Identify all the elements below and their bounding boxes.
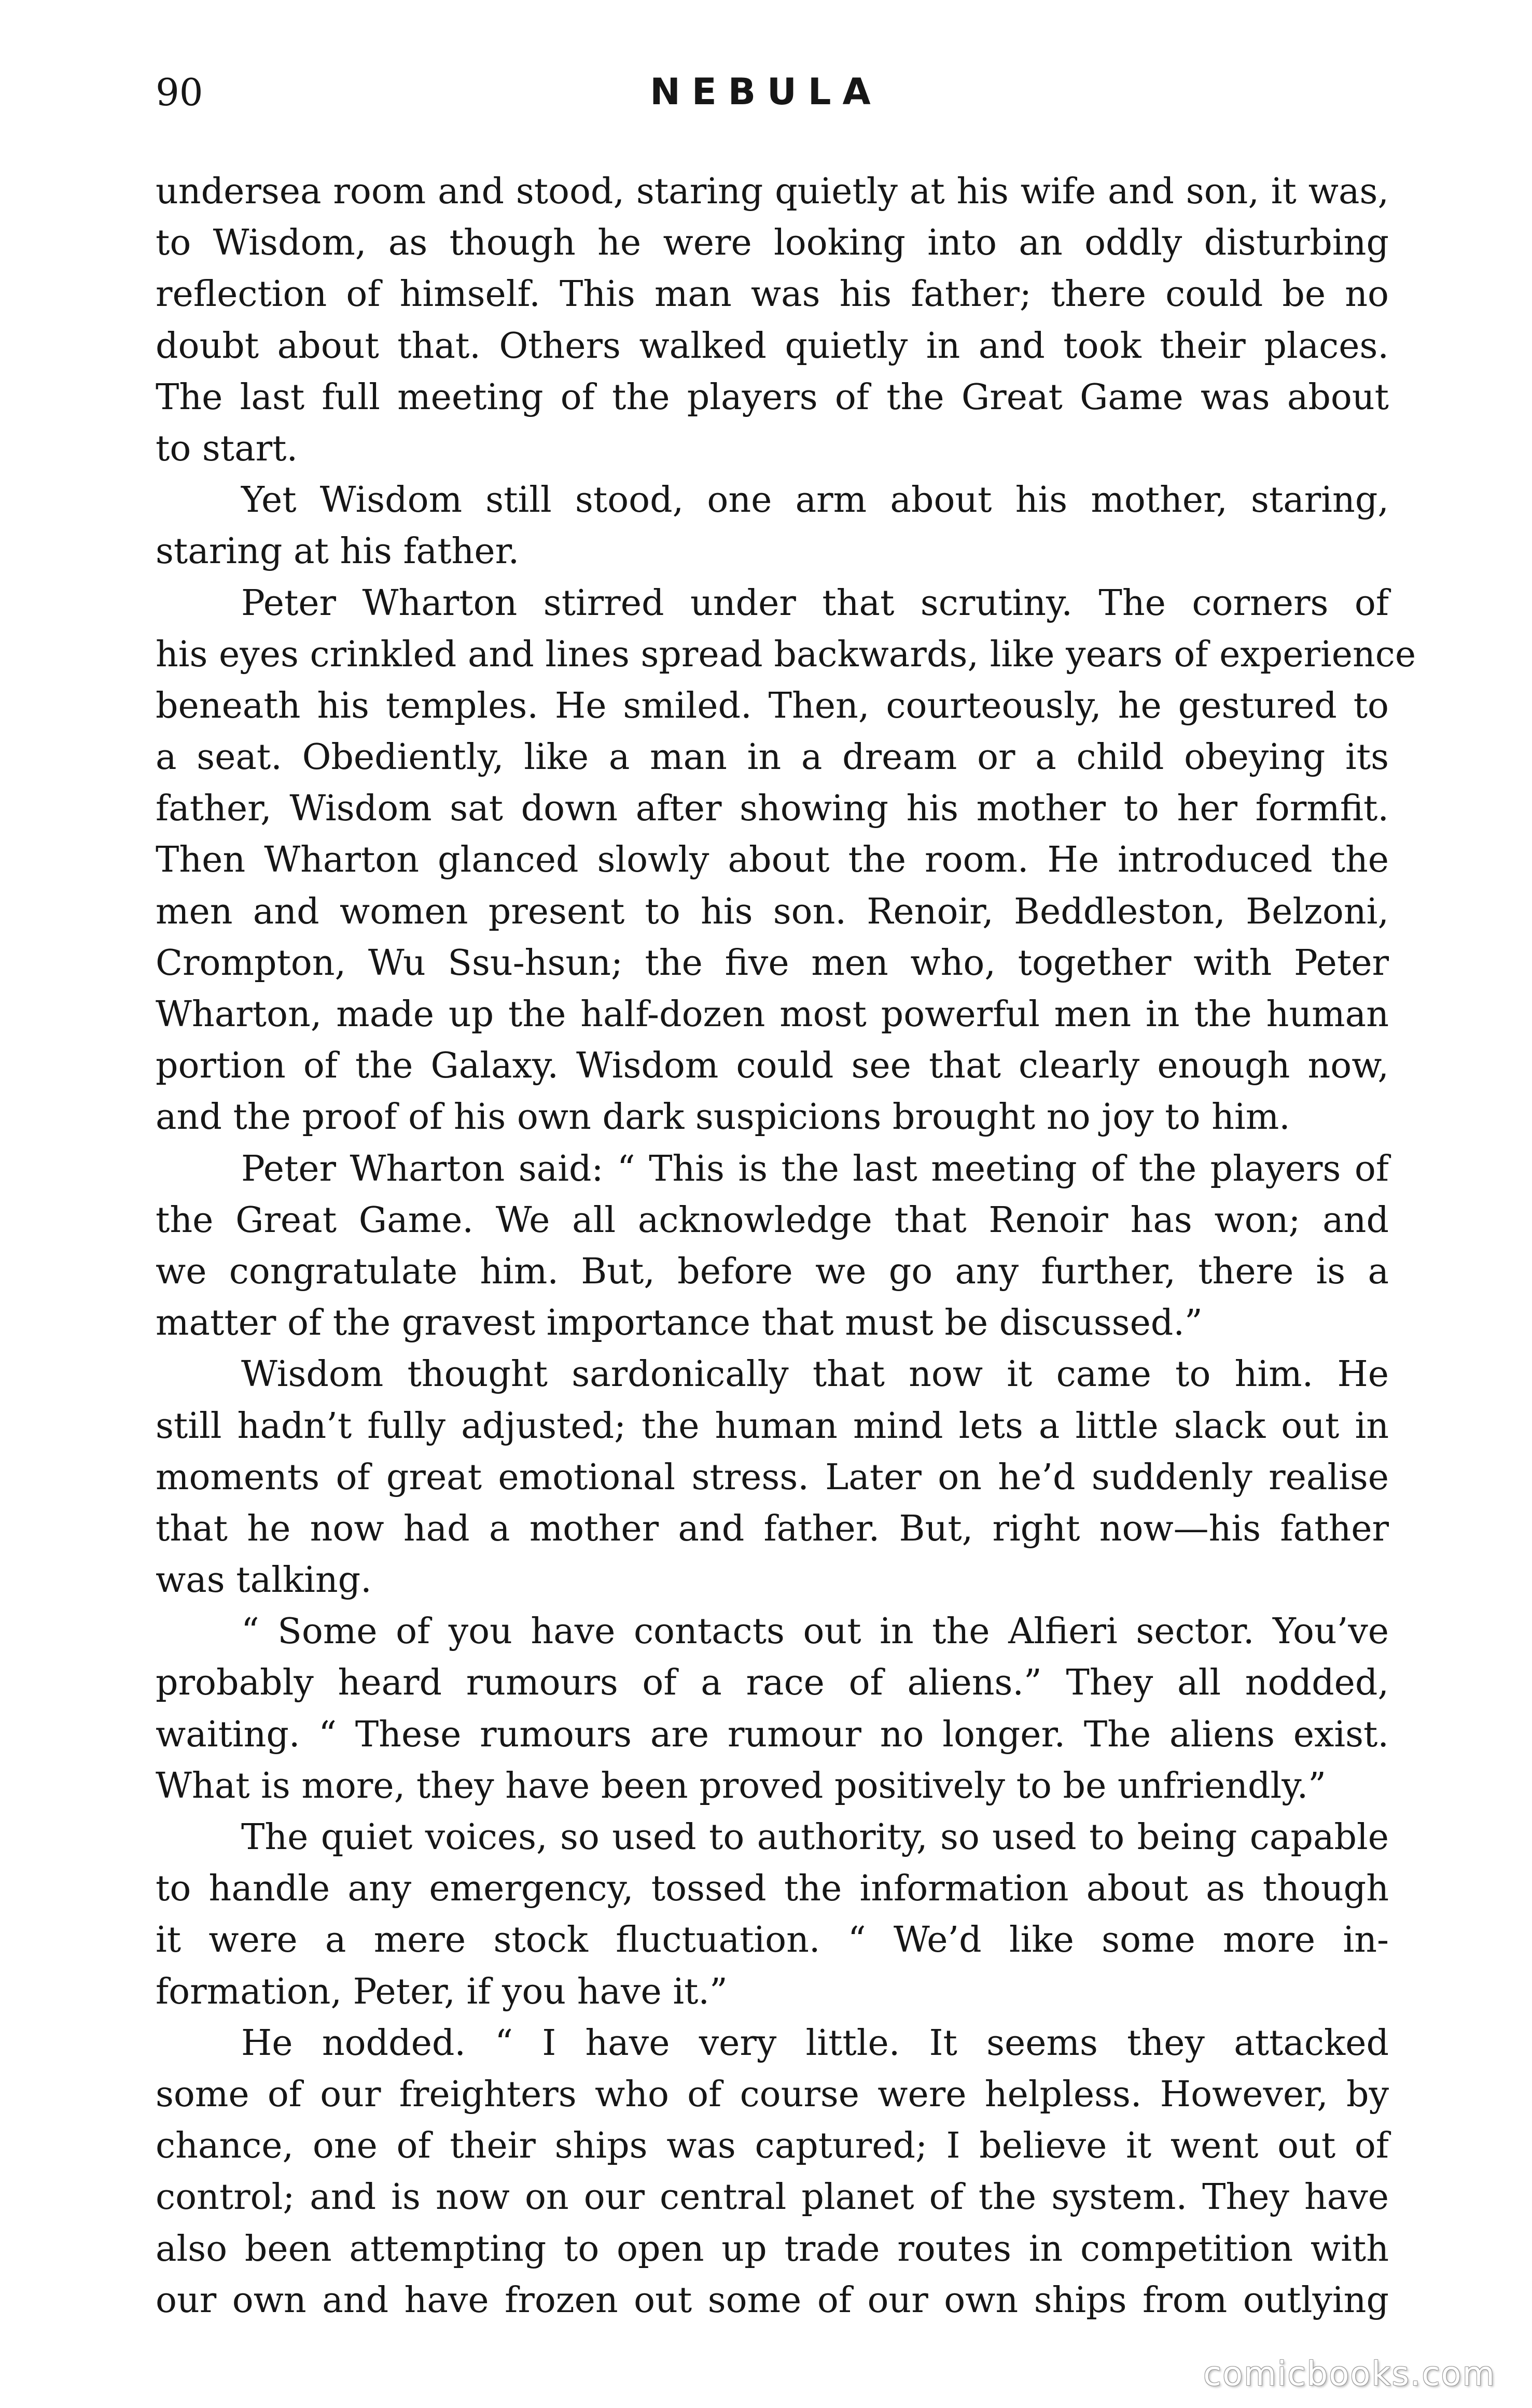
text-line: staring at his father. [156, 531, 520, 572]
text-line: to Wisdom, as though he were looking into an oddly disturbing [156, 222, 1389, 264]
text-line: reflection of himself. This man was his father; there could be no [156, 274, 1389, 315]
text-line: “ Some of you have contacts out in the Alfieri sector. You’ve [241, 1611, 1389, 1653]
text-line: was talking. [156, 1560, 372, 1601]
text-line: Wisdom thought sardonically that now it came to him. He [241, 1354, 1389, 1395]
text-line: Then Wharton glanced slowly about the room. He introduced the [156, 839, 1389, 881]
text-line: still hadn’t fully adjusted; the human mind lets a little slack out in [156, 1405, 1389, 1447]
text-line: matter of the gravest importance that must be discussed.” [156, 1303, 1203, 1344]
text-line: our own and have frozen out some of our own ships from outlying [156, 2279, 1389, 2321]
text-line: it were a mere stock fluctuation. “ We’d like some more in- [156, 1920, 1389, 1961]
text-line: doubt about that. Others walked quietly in and took their places. [156, 325, 1389, 367]
text-line: control; and is now on our central planet of the system. They have [156, 2177, 1389, 2218]
text-line: some of our freighters who of course were helpless. However, by [156, 2074, 1389, 2115]
text-line: formation, Peter, if you have it.” [156, 1971, 728, 2012]
text-line: and the proof of his own dark suspicions brought no joy to him. [156, 1097, 1290, 1138]
running-title: NEBULA [650, 71, 882, 113]
text-line: to start. [156, 428, 298, 469]
text-line: moments of great emotional stress. Later on he’d suddenly realise [156, 1457, 1389, 1498]
text-line: undersea room and stood, staring quietly at his wife and son, it was, [156, 171, 1389, 212]
text-line: father, Wisdom sat down after showing his mother to her formfit. [156, 788, 1389, 830]
text-line: What is more, they have been proved positively to be unfriendly.” [156, 1765, 1327, 1807]
text-line: Peter Wharton said: “ This is the last meeting of the players of [241, 1148, 1389, 1189]
text-line: also been attempting to open up trade routes in competition with [156, 2228, 1389, 2270]
text-line: we congratulate him. But, before we go any further, there is a [156, 1251, 1389, 1292]
text-line: Crompton, Wu Ssu-hsun; the five men who, together with Peter [156, 942, 1389, 984]
text-line: a seat. Obediently, like a man in a dream or a child obeying its [156, 737, 1389, 778]
text-line: The last full meeting of the players of the Great Game was about [156, 376, 1389, 418]
body-text [156, 166, 1416, 2326]
text-line: portion of the Galaxy. Wisdom could see that clearly enough now, [156, 1045, 1389, 1087]
text-line: the Great Game. We all acknowledge that Renoir has won; and [156, 1199, 1389, 1241]
text-line: The quiet voices, so used to authority, so used to being capable [241, 1817, 1389, 1858]
text-line: beneath his temples. He smiled. Then, courteously, he gestured to [156, 685, 1389, 726]
text-line: men and women present to his son. Renoir, Beddleston, Belzoni, [156, 891, 1389, 932]
page-number: 90 [156, 71, 203, 114]
text-line: Peter Wharton stirred under that scrutiny. The corners of [241, 582, 1389, 624]
text-line: to handle any emergency, tossed the information about as though [156, 1868, 1389, 1910]
watermark: comicbooks.com [1203, 2355, 1496, 2393]
text-line: He nodded. “ I have very little. It seems they attacked [241, 2022, 1389, 2064]
text-line: probably heard rumours of a race of aliens.” They all nodded, [156, 1662, 1389, 1704]
text-line: his eyes crinkled and lines spread backwards, like years of experience [156, 634, 1416, 675]
text-line: chance, one of their ships was captured; I believe it went out of [156, 2125, 1389, 2167]
text-line: Yet Wisdom still stood, one arm about his mother, staring, [241, 480, 1389, 521]
text-line: Wharton, made up the half-dozen most powerful men in the human [156, 994, 1389, 1035]
text-line: waiting. “ These rumours are rumour no longer. The aliens exist. [156, 1714, 1389, 1755]
text-line: that he now had a mother and father. But, right now—his father [156, 1508, 1389, 1549]
